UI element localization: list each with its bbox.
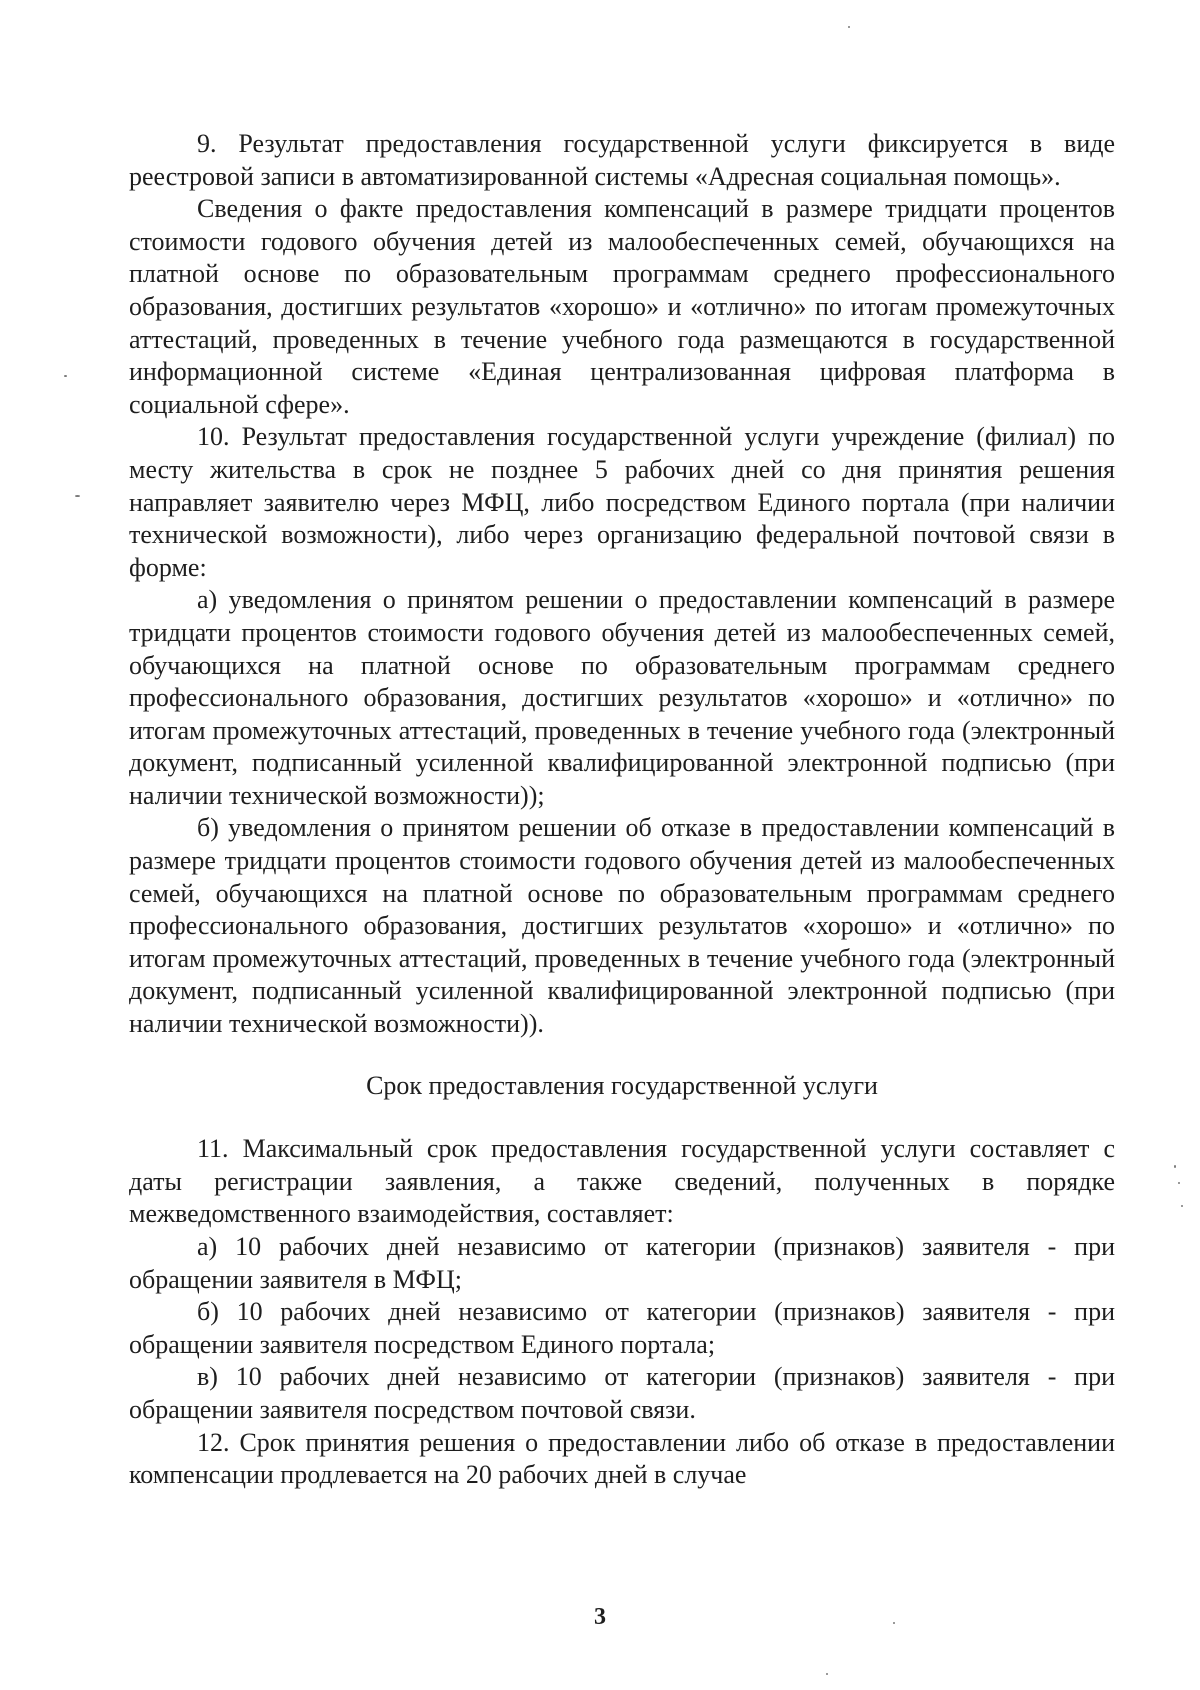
scan-speck [893, 1622, 895, 1624]
paragraph-11-a: а) 10 рабочих дней независимо от категории (признаков) заявителя - при обращении заявителя в МФЦ; [129, 1232, 1115, 1294]
page-number: 3 [594, 1604, 606, 1630]
scan-speck [848, 26, 850, 28]
scan-speck [75, 495, 80, 497]
paragraph-9-info: Сведения о факте предоставления компенсаций в размере тридцати процентов стоимости годового обучения детей из малообеспеченных семей, обучающихся на платной основе по образовательным программам среднего профессионального образования, достигших результатов «хорошо» и «отлично» по итогам промежуточных аттестаций, проведенных в течение учебного года размещаются в государственной информационной системе «Единая централизованная цифровая платформа в социальной сфере». [129, 194, 1115, 419]
section-heading: Срок предоставления государственной услуги [366, 1070, 878, 1100]
paragraph-12: 12. Срок принятия решения о предоставлении либо об отказе в предоставлении компенсации продлевается на 20 рабочих дней в случае [129, 1427, 1115, 1490]
scan-speck [64, 375, 67, 377]
paragraph-11-b: б) 10 рабочих дней независимо от категории (признаков) заявителя - при обращении заявителя посредством Единого портала; [129, 1297, 1115, 1359]
scan-speck [1178, 1182, 1180, 1184]
paragraph-10-b: б) уведомления о принятом решении об отказе в предоставлении компенсаций в размере тридцати процентов стоимости годового обучения детей из малообеспеченных семей, обучающихся на платной основе по образовательным программам среднего профессионального образования, достигших результатов «хорошо» и «отлично» по итогам промежуточных аттестаций, проведенных в течение учебного года (электронный документ, подписанный усиленной квалифицированной электронной подписью (при наличии технической возможности)). [129, 813, 1115, 1039]
document-body [129, 128, 1115, 1492]
paragraph-10-a: а) уведомления о принятом решении о предоставлении компенсаций в размере тридцати процентов стоимости годового обучения детей из малообеспеченных семей, обучающихся на платной основе по образовательным программам среднего профессионального образования, достигших результатов «хорошо» и «отлично» по итогам промежуточных аттестаций, проведенных в течение учебного года (электронный документ, подписанный усиленной квалифицированной электронной подписью (при наличии технической возможности)); [129, 585, 1115, 810]
scan-speck [1174, 1165, 1176, 1168]
paragraph-11-c: в) 10 рабочих дней независимо от категории (признаков) заявителя - при обращении заявителя посредством почтовой связи. [129, 1362, 1115, 1424]
scan-speck [1181, 1205, 1183, 1207]
paragraph-10: 10. Результат предоставления государственной услуги учреждение (филиал) по месту жительства в срок не позднее 5 рабочих дней со дня принятия решения направляет заявителю через МФЦ, либо посредством Единого портала (при наличии технической возможности), либо через организацию федеральной почтовой связи в форме: [129, 422, 1115, 582]
paragraph-11: 11. Максимальный срок предоставления государственной услуги составляет с даты регистрации заявления, а также сведений, полученных в порядке межведомственного взаимодействия, составляет: [129, 1134, 1115, 1229]
paragraph-9: 9. Результат предоставления государственной услуги фиксируется в виде реестровой записи в автоматизированной системы «Адресная социальная помощь». [129, 129, 1115, 191]
scan-speck [826, 1673, 828, 1675]
